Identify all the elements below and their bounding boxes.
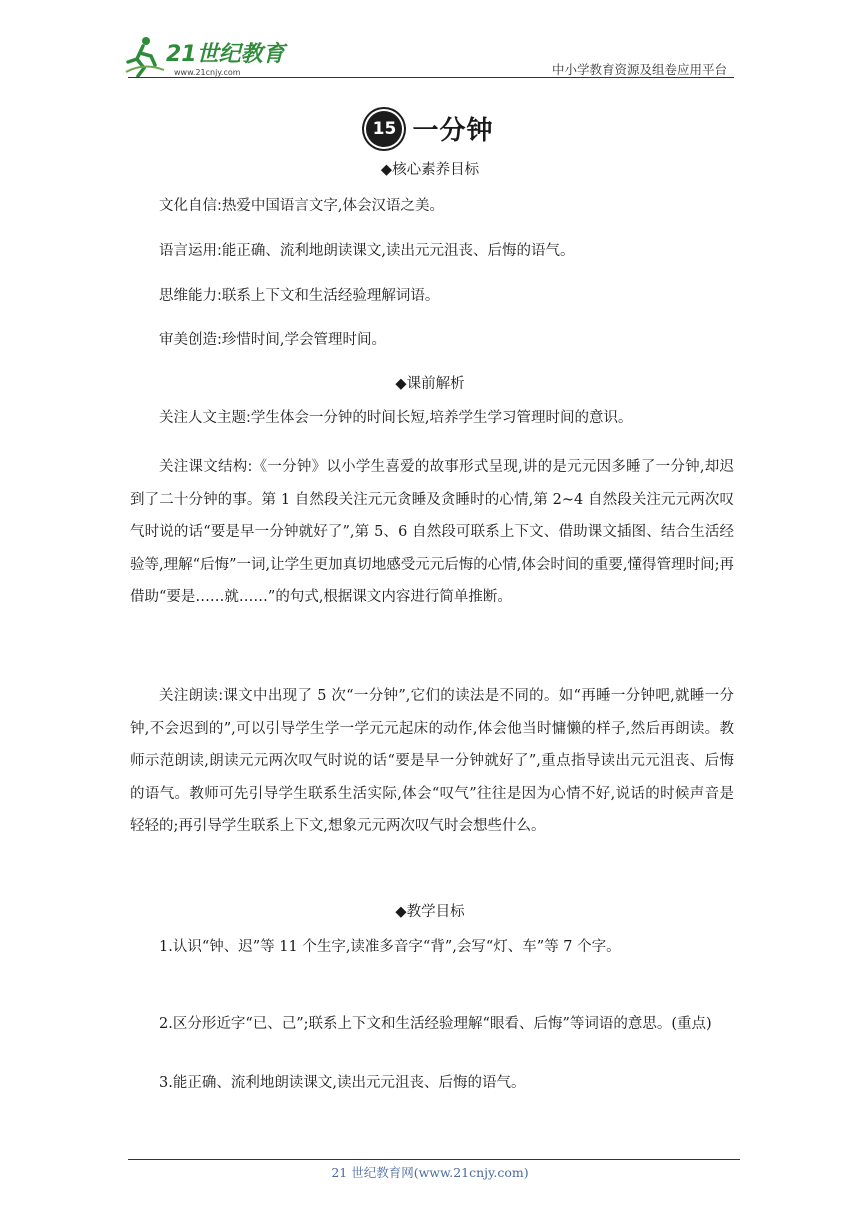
svg-text:21世纪教育: 21世纪教育: [166, 42, 285, 67]
goal-item: 1.认识“钟、迟”等 11 个生字,读准多音字“背”,会写“灯、车”等 7 个字。: [159, 939, 621, 955]
core-item: 思维能力:联系上下文和生活经验理解词语。: [159, 288, 440, 304]
header-divider: [128, 77, 734, 78]
pre-item: 关注人文主题:学生体会一分钟的时间长短,培养学生学习管理时间的意识。: [159, 410, 633, 426]
core-item: 语言运用:能正确、流利地朗读课文,读出元元沮丧、后悔的语气。: [159, 243, 575, 259]
site-logo: [124, 32, 294, 80]
core-item: 文化自信:热爱中国语言文字,体会汉语之美。: [159, 198, 444, 214]
runner-icon: [126, 37, 164, 76]
goal-item: 2.区分形近字“已、己”;联系上下文和生活经验理解“眼看、后悔”等词语的意思。(重点): [159, 1016, 712, 1032]
footer-divider: [128, 1159, 740, 1160]
pre-item: 关注朗读:课文中出现了 5 次“一分钟”,它们的读法是不同的。如“再睡一分钟吧,就睡一分钟,不会迟到的”,可以引导学生学一学元元起床的动作,体会他当时慵懒的样子,然后再朗读。教师示范朗读,朗读元元两次叹气时说的话“要是早一分钟就好了”,重点指导读出元元沮丧、后悔的语气。教师可先引导学生联系生活实际,体会“叹气”往往是因为心情不好,说话的时候声音是轻轻的;再引导学生联系上下文,想象元元两次叹气时会想些什么。: [130, 688, 734, 834]
section-heading-core: ◆核心素养目标: [380, 162, 480, 178]
lesson-title: 一分钟: [412, 116, 494, 146]
lesson-title-row: [0, 110, 860, 147]
site-name: 中小学教育资源及组卷应用平台: [551, 62, 727, 77]
goal-item: 3.能正确、流利地朗读课文,读出元元沮丧、后悔的语气。: [159, 1075, 526, 1091]
lesson-number-badge: 15: [366, 111, 402, 147]
footer-text: 21 世纪教育网(www.21cnjy.com): [331, 1165, 529, 1180]
pre-item: 关注课文结构:《一分钟》以小学生喜爱的故事形式呈现,讲的是元元因多睡了一分钟,却迟到了二十分钟的事。第 1 自然段关注元元贪睡及贪睡时的心情,第 2~4 自然段关注元元两次叹气时说的话“要是早一分钟就好了”,第 5、6 自然段可联系上下文、借助课文插图、结合生活经验等,理解“后悔”一词,让学生更加真切地感受元元后悔的心情,体会时间的重要,懂得管理时间;再借助“要是……就……”的句式,根据课文内容进行简单推断。: [130, 459, 734, 605]
core-item: 审美创造:珍惜时间,学会管理时间。: [159, 332, 386, 348]
svg-text:www.21cnjy.com: www.21cnjy.com: [174, 68, 241, 77]
section-heading-goals: ◆教学目标: [395, 904, 465, 920]
section-heading-pre: ◆课前解析: [395, 376, 465, 392]
